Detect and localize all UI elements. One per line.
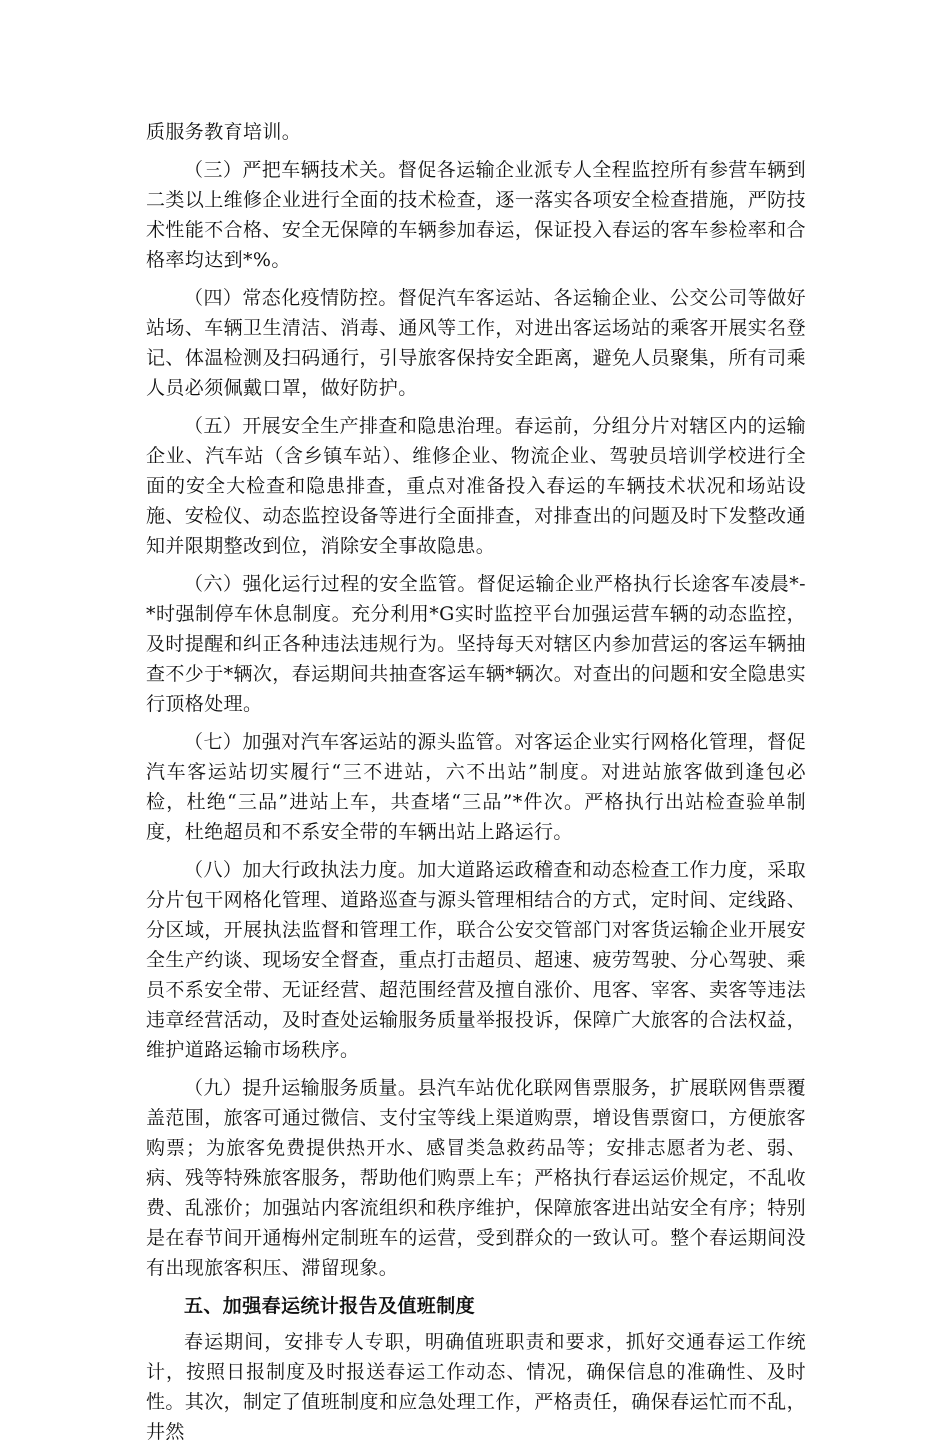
paragraph-statistics-duty: 春运期间，安排专人专职，明确值班职责和要求，抓好交通春运工作统计，按照日报制度及时报送春运工作动态、情况，确保信息的准确性、及时性。其次，制定了值班制度和应急处理工作，严格责任，确保春运忙而不乱，井然 bbox=[146, 1331, 806, 1443]
paragraph-law-enforcement: （八）加大行政执法力度。加大道路运政稽查和动态检查工作力度，采取分片包干网格化管理、道路巡查与源头管理相结合的方式，定时间、定线路、分区域，开展执法监督和管理工作，联合公安交管部门对客货运输企业开展安全生产约谈、现场安全督查，重点打击超员、超速、疲劳驾驶、分心驾驶、乘员不系安全带、无证经营、超范围经营及擅自涨价、甩客、宰客、卖客等违法违章经营活动，及时查处运输服务质量举报投诉，保障广大旅客的合法权益，维护道路运输市场秩序。 bbox=[146, 859, 806, 1061]
section-heading: 五、加强春运统计报告及值班制度 bbox=[184, 1295, 476, 1317]
paragraph-operation-supervision: （六）强化运行过程的安全监管。督促运输企业严格执行长途客车凌晨*-*时强制停车休息制度。充分利用*G实时监控平台加强运营车辆的动态监控，及时提醒和纠正各种违法违规行为。坚持每天对辖区内参加营运的客运车辆抽查不少于*辆次，春运期间共抽查客运车辆*辆次。对查出的问题和安全隐患实行顶格处理。 bbox=[146, 573, 807, 715]
paragraph-safety-inspection: （五）开展安全生产排查和隐患治理。春运前，分组分片对辖区内的运输企业、汽车站（含乡镇车站）、维修企业、物流企业、驾驶员培训学校进行全面的安全大检查和隐患排查，重点对准备投入春运的车辆技术状况和场站设施、安检仪、动态监控设备等进行全面排查，对排查出的问题及时下发整改通知并限期整改到位，消除安全事故隐患。 bbox=[146, 415, 806, 557]
paragraph-station-supervision: （七）加强对汽车客运站的源头监管。对客运企业实行网格化管理，督促汽车客运站切实履行“三不进站，六不出站”制度。对进站旅客做到逢包必检，杜绝“三品”进站上车，共查堵“三品”*件次。严格执行出站检查验单制度，杜绝超员和不系安全带的车辆出站上路运行。 bbox=[146, 731, 806, 843]
paragraph-vehicle-inspection: （三）严把车辆技术关。督促各运输企业派专人全程监控所有参营车辆到二类以上维修企业进行全面的技术检查，逐一落实各项安全检查措施，严防技术性能不合格、安全无保障的车辆参加春运，保证投入春运的客车参检率和合格率均达到*%。 bbox=[146, 159, 806, 271]
document-body bbox=[146, 117, 806, 1455]
paragraph-continuation: 质服务教育培训。 bbox=[146, 121, 302, 143]
paragraph-epidemic-control: （四）常态化疫情防控。督促汽车客运站、各运输企业、公交公司等做好站场、车辆卫生清洁、消毒、通风等工作，对进出客运场站的乘客开展实名登记、体温检测及扫码通行，引导旅客保持安全距离，避免人员聚集，所有司乘人员必须佩戴口罩，做好防护。 bbox=[146, 287, 806, 399]
paragraph-service-quality: （九）提升运输服务质量。县汽车站优化联网售票服务，扩展联网售票覆盖范围，旅客可通过微信、支付宝等线上渠道购票，增设售票窗口，方便旅客购票；为旅客免费提供热开水、感冒类急救药品等；安排志愿者为老、弱、病、残等特殊旅客服务，帮助他们购票上车；严格执行春运运价规定，不乱收费、乱涨价；加强站内客流组织和秩序维护，保障旅客进出站安全有序；特别是在春节间开通梅州定制班车的运营，受到群众的一致认可。整个春运期间没有出现旅客积压、滞留现象。 bbox=[146, 1077, 806, 1279]
